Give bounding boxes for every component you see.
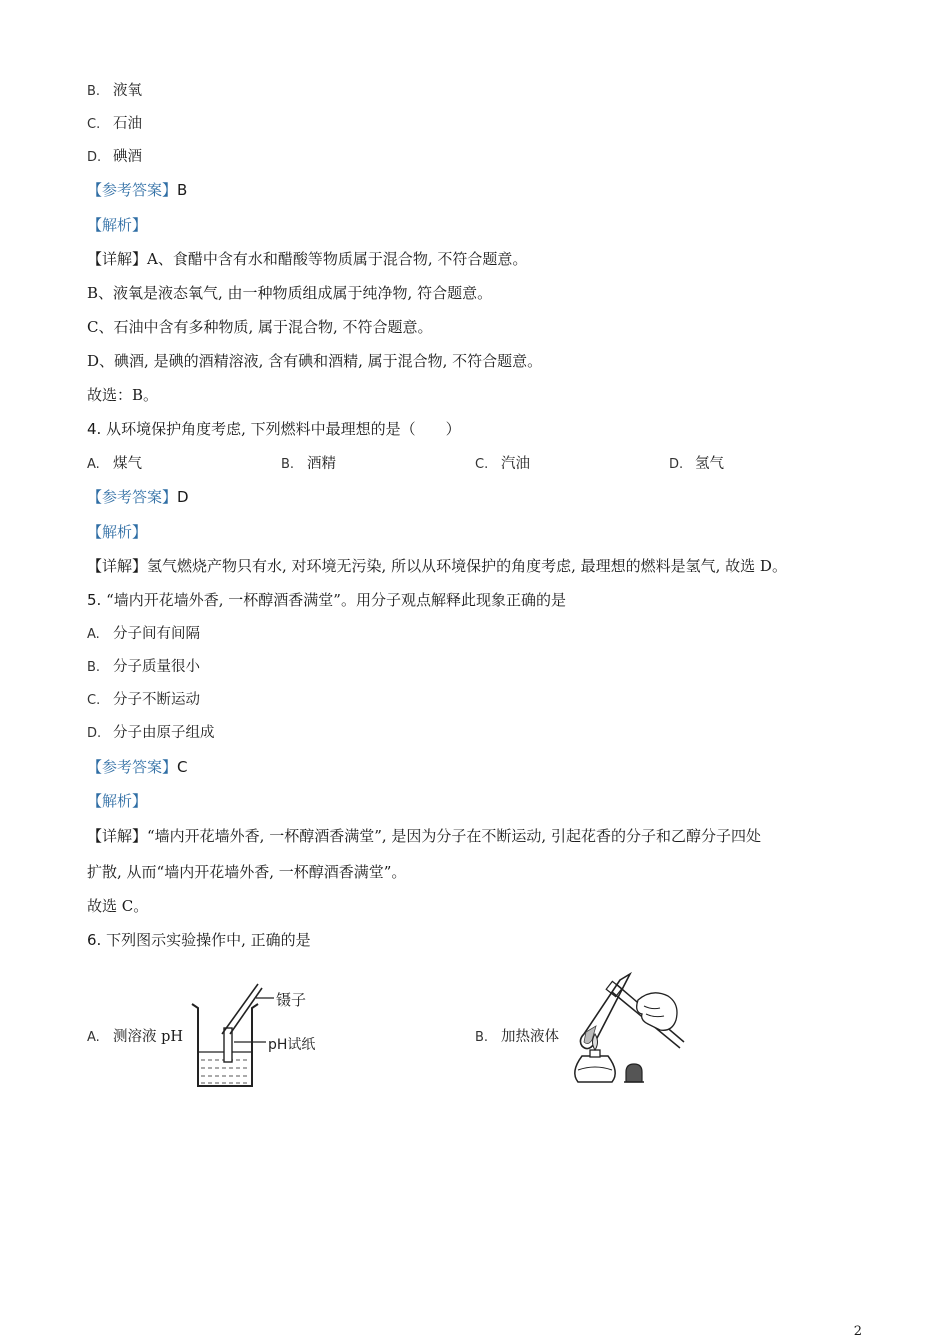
q5-option-b: B. 分子质量很小 [87,659,200,675]
q5-option-d: D. 分子由原子组成 [87,725,215,741]
q5-detail-line-1: 【详解】“墙内开花墙外香, 一杯醇酒香满堂”, 是因为分子在不断运动, 引起花香的分子和乙醇分子四处 [87,827,761,845]
ph-paper-label: pH试纸 [268,1037,316,1053]
q4-detail: 【详解】氢气燃烧产物只有水, 对环境无污染, 所以从环境保护的角度考虑, 最理想的燃料是氢气, 故选 D。 [87,557,787,575]
q3-option-c: C. 石油 [87,116,142,132]
q3-detail-line-4: D、碘酒, 是碘的酒精溶液, 含有碘和酒精, 属于混合物, 不符合题意。 [87,352,543,370]
page-number: 2 [853,1324,862,1339]
ph-test-figure [186,982,326,1090]
q3-conclusion: 故选：B。 [87,386,159,404]
q5-option-c: C. 分子不断运动 [87,692,200,708]
q4-option-d: D. 氢气 [669,456,724,472]
q3-answer: 【参考答案】B [87,181,188,199]
q3-option-d: D. 碘酒 [87,149,142,165]
q4-answer: 【参考答案】D [87,488,189,506]
q5-analysis-label: 【解析】 [87,792,148,810]
tweezers-label: 镊子 [276,991,307,1009]
q3-detail-line-2: B、液氧是液态氧气, 由一种物质组成属于纯净物, 符合题意。 [87,284,493,302]
q6-stem: 6. 下列图示实验操作中, 正确的是 [87,931,311,949]
q4-option-c: C. 汽油 [475,456,530,472]
q3-option-b: B. 液氧 [87,83,142,99]
q5-detail-line-2: 扩散, 从而“墙内开花墙外香, 一杯醇酒香满堂”。 [87,863,407,881]
q4-option-b: B. 酒精 [281,456,336,472]
q5-option-a: A. 分子间有间隔 [87,626,200,642]
heating-liquid-figure [568,970,692,1092]
q5-conclusion: 故选 C。 [87,897,149,915]
q5-answer: 【参考答案】C [87,758,188,776]
q6-option-b: B. 加热液体 [475,1029,559,1045]
q3-detail-line-1: 【详解】A、食醋中含有水和醋酸等物质属于混合物, 不符合题意。 [87,250,528,268]
q4-stem: 4. 从环境保护角度考虑, 下列燃料中最理想的是（ ） [87,420,461,438]
q3-analysis-label: 【解析】 [87,216,148,234]
q6-option-a: A. 测溶液 pH [87,1029,184,1045]
q5-stem: 5. “墙内开花墙外香, 一杯醇酒香满堂”。用分子观点解释此现象正确的是 [87,591,566,609]
q4-option-a: A. 煤气 [87,456,142,472]
q4-analysis-label: 【解析】 [87,523,148,541]
q3-detail-line-3: C、石油中含有多种物质, 属于混合物, 不符合题意。 [87,318,433,336]
